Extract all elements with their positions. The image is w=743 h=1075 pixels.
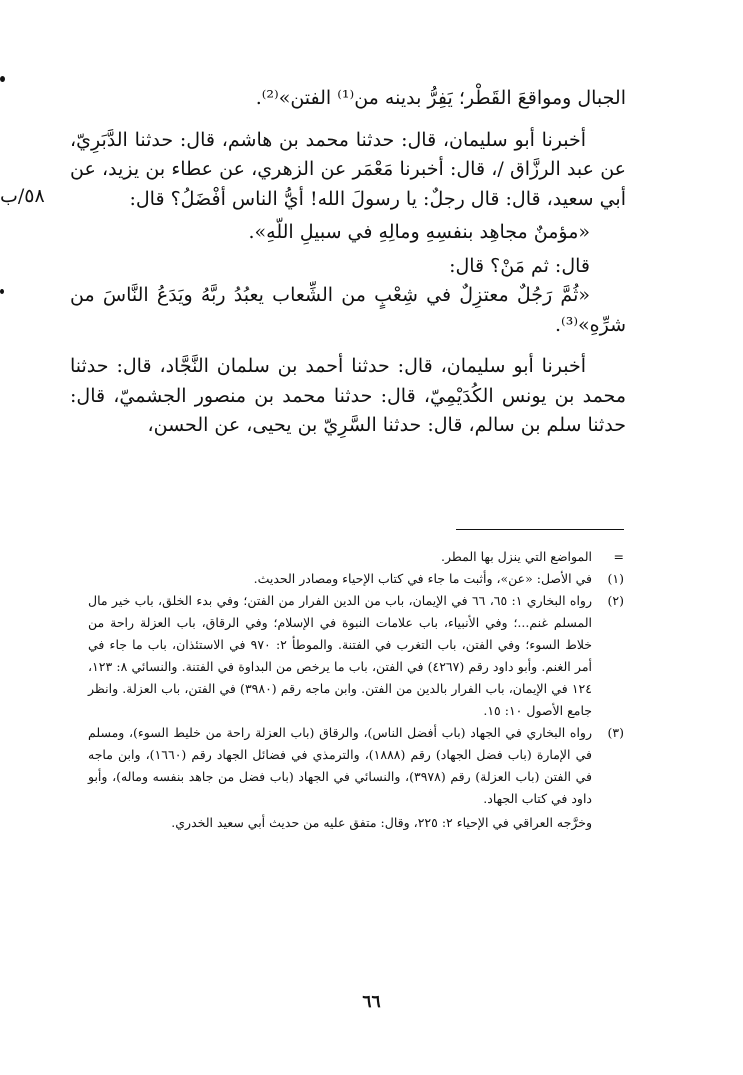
margin-dot-top: [0, 76, 5, 82]
margin-dot-middle: [0, 289, 4, 294]
footnote-2-text: رواه البخاري ١: ٦٥، ٦٦ في الإيمان، باب من الدين الفرار من الفتن؛ وفي بدء الخلق، باب خير مال المسلم غنم...؛ وفي الأنبياء، باب علامات النبوة في الإسلام؛ وفي الرقاق، باب العزلة راحة من خلاط السوء؛ وفي الفتن، باب التغرب في الفتنة. والموطأ ٢: ٩٧٠ في الاستئذان، باب ما جاء في أمر الغنم. وأبو داود رقم (٤٢٦٧) في الفتن، باب ما يرخص من البداوة في الفتنة. والنسائي ٨: ١٢٣، ١٢٤ في الإيمان، باب الفرار بالدين من الفتن. وابن ماجه رقم (٣٩٨٠) في الفتن، باب العزلة. وانظر جامع الأصول ١٠: ١٥.: [88, 593, 593, 718]
footnote-3: [88, 722, 624, 810]
continuation-text: المواضع التي ينزل بها المطر.: [441, 549, 592, 564]
footnote-2: [88, 590, 624, 722]
page-number: ٦٦: [362, 992, 381, 1012]
footnote-3-number: (٣): [607, 725, 624, 740]
isnad-paragraph-1: أخبرنا أبو سليمان، قال: حدثنا محمد بن هاشم، قال: حدثنا الدَّبَرِيّ، عن عبد الرزَّاق /، قال: أخبرنا مَعْمَر عن الزهري، عن عطاء بن يزيد، عن أبي سعيد، قال: قال رجلٌ: يا رسولَ الله! أيُّ الناس أفْضَلُ؟ قال:: [70, 128, 626, 210]
footnote-1-number: (١): [607, 571, 624, 586]
main-text: [70, 84, 626, 441]
opening-line: الجبال ومواقعَ القَطْر؛ يَفِرُّ بدينه من⁽¹⁾ الفتن»⁽²⁾.: [255, 87, 626, 109]
footnote-1: [88, 568, 624, 590]
footnote-2-number: (٢): [607, 593, 624, 608]
question-line: قال: ثم مَنْ؟ قال:: [449, 254, 590, 277]
footnote-continuation: [88, 546, 624, 568]
footnote-3-text: رواه البخاري في الجهاد (باب أفضل الناس)، والرقاق (باب العزلة راحة من خليط السوء)، ومسلم في الإمارة (باب فضل الجهاد) رقم (١٨٨٨)، والترمذي في فضائل الجهاد رقم (١٦٦٠)، وابن ماجه في الفتن (باب العزلة) رقم (٣٩٧٨)، والنسائي في الجهاد (باب فضل من جاهد بنفسه وماله)، وأبو داود في كتاب الجهاد.: [88, 725, 593, 806]
footnotes: [88, 546, 624, 834]
folio-marker: ٥٨/ب: [0, 185, 45, 207]
hadith-quote-1: «مؤمنٌ مجاهِد بنفسِهِ ومالِهِ في سبيلِ اللّهِ».: [248, 221, 590, 243]
footnote-separator: [456, 529, 624, 530]
continuation-marker: =: [613, 549, 624, 564]
isnad-paragraph-2: أخبرنا أبو سليمان، قال: حدثنا أحمد بن سلمان النَّجَّاد، قال: حدثنا محمد بن يونس الكُدَيْمِيّ، قال: حدثنا محمد بن منصور الجشميّ، قال: حدثنا سلم بن سالم، قال: حدثنا السَّرِيّ بن يحيى، عن الحسن،: [70, 355, 626, 436]
hadith-quote-2: «ثُمَّ رَجُلٌ معتزِلٌ في شِعْبٍ من الشِّعاب يعبُدُ ربَّهُ ويَدَعُ النَّاسَ من شرِّهِ»⁽³⁾.: [70, 284, 626, 336]
footnote-3-tail: وخرَّجه العراقي في الإحياء ٢: ٢٢٥، وقال: متفق عليه من حديث أبي سعيد الخدري.: [171, 815, 592, 830]
footnote-1-text: في الأصل: «عن»، وأثبت ما جاء في كتاب الإحياء ومصادر الحديث.: [253, 571, 592, 586]
